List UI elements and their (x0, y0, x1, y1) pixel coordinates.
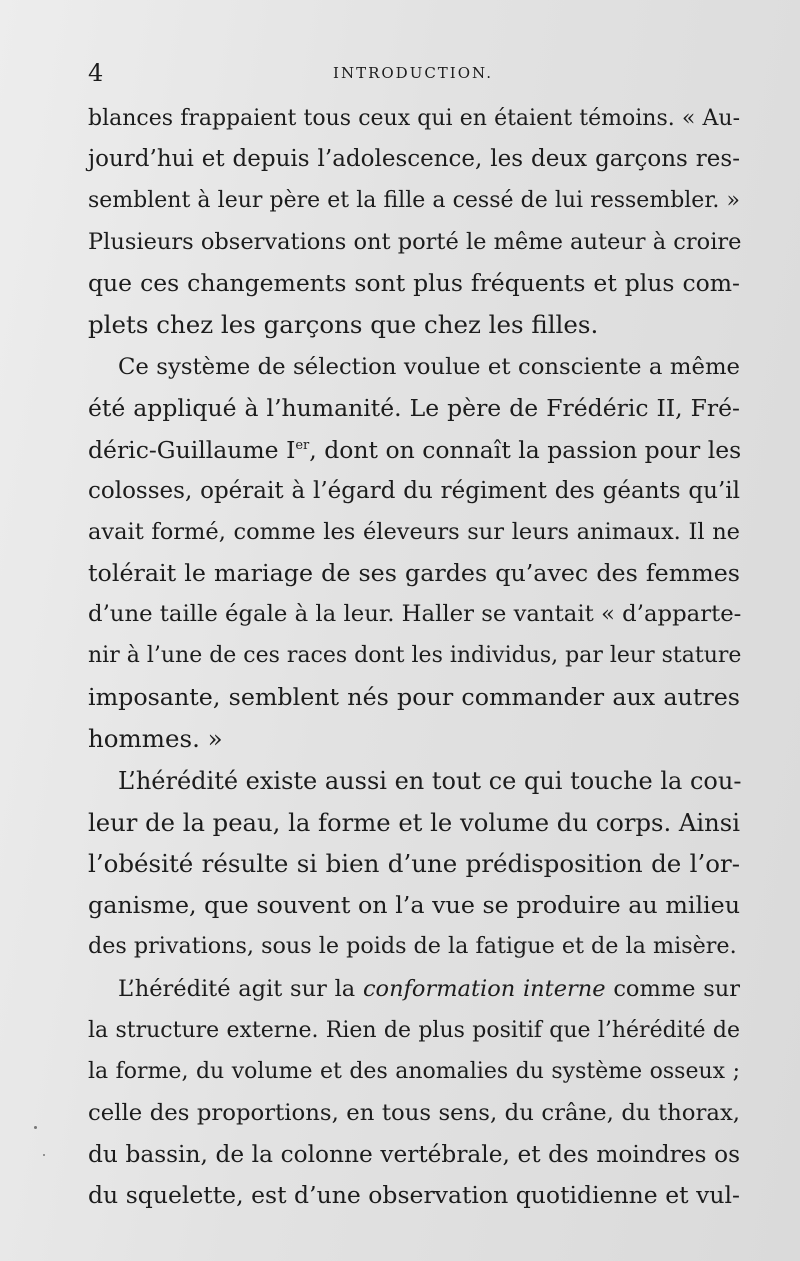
text-line: colosses, opérait à l’égard du régiment des géants qu’il (88, 477, 740, 504)
page-number: 4 (88, 59, 104, 87)
italic-phrase: conformation interne (362, 975, 606, 1002)
text-line: été appliqué à l’humanité. Le père de Frédéric II, Fré- (88, 394, 740, 423)
text-line: celle des proportions, en tous sens, du crâne, du thorax, (88, 1099, 740, 1126)
paragraph-start-line: L’hérédité existe aussi en tout ce qui touche la cou- (118, 767, 742, 795)
text-line: ganisme, que souvent on l’a vue se produire au milieu (88, 890, 740, 919)
text-line: plets chez les garçons que chez les filles. (88, 309, 599, 339)
text-line: imposante, semblent nés pour commander aux autres (88, 682, 740, 711)
text-line: d’une taille égale à la leur. Haller se vantait « d’apparte- (88, 601, 742, 628)
text-line: nir à l’une de ces races dont les individus, par leur stature (88, 643, 742, 669)
text-line: hommes. » (88, 723, 223, 753)
running-head (88, 58, 738, 88)
body-text (88, 98, 740, 1216)
text-line: des privations, sous le poids de la fatigue et de la misère. (88, 932, 737, 959)
text-line: que ces changements sont plus fréquents et plus com- (88, 268, 740, 297)
text-line: du squelette, est d’une observation quotidienne et vul- (88, 1180, 740, 1209)
text-line: la structure externe. Rien de plus positif que l’hérédité de (88, 1018, 740, 1044)
text-fragment: , dont on connaît la passion pour les (309, 435, 742, 464)
paper-speck (34, 1126, 37, 1129)
text-line: la forme, du volume et des anomalies du système osseux ; (88, 1059, 740, 1085)
text-line: semblent à leur père et la fille a cessé de lui ressembler. » (88, 188, 740, 214)
text-line: l’obésité résulte si bien d’une prédisposition de l’or- (88, 849, 740, 879)
paragraph-start-line (88, 969, 740, 1010)
text-fragment: déric-Guillaume I (88, 435, 296, 464)
text-line: jourd’hui et depuis l’adolescence, les deux garçons res- (88, 146, 740, 173)
text-line: du bassin, de la colonne vertébrale, et des moindres os (88, 1140, 740, 1168)
text-line: avait formé, comme les éleveurs sur leurs animaux. Il ne (88, 518, 740, 545)
paragraph-start-line: Ce système de sélection voulue et consciente a même (118, 354, 740, 381)
text-fragment: comme sur (605, 975, 740, 1002)
text-line: Plusieurs observations ont porté le même auteur à croire (88, 228, 742, 255)
text-line: leur de la peau, la forme et le volume du corps. Ainsi (88, 808, 740, 838)
running-title: INTRODUCTION. (333, 64, 493, 82)
text-line: tolérait le mariage de ses gardes qu’avec des femmes (88, 559, 740, 588)
superscript: er (295, 437, 310, 453)
text-line (88, 430, 740, 471)
text-fragment: L’hérédité agit sur la (118, 975, 363, 1002)
text-line: blances frappaient tous ceux qui en étaient témoins. « Au- (88, 106, 740, 131)
paper-speck (43, 1154, 45, 1156)
